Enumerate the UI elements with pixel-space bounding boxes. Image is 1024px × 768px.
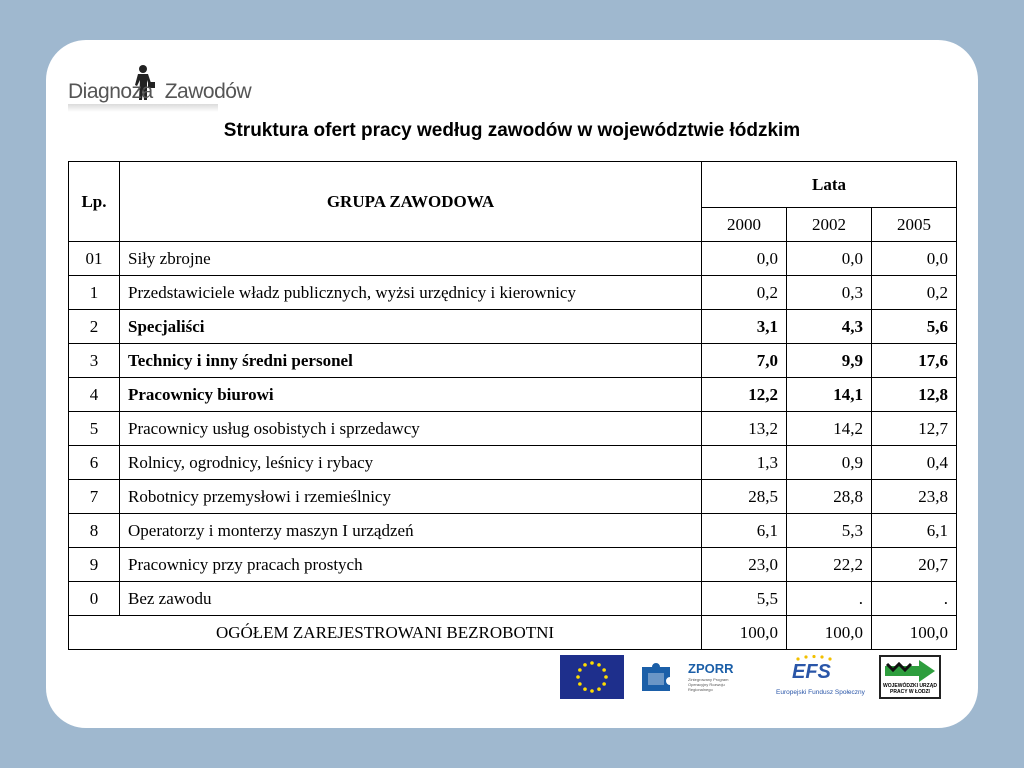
row-occupation-name: Operatorzy i monterzy maszyn I urządzeń [120, 514, 702, 548]
total-2002: 100,0 [787, 616, 872, 650]
row-value-2000: 3,1 [702, 310, 787, 344]
row-occupation-name: Rolnicy, ogrodnicy, leśnicy i rybacy [120, 446, 702, 480]
eu-star [604, 675, 608, 679]
diagnoza-zawodow-logo [68, 62, 252, 114]
eu-star [590, 689, 594, 693]
row-lp: 1 [69, 276, 120, 310]
row-value-2002: 0,9 [787, 446, 872, 480]
row-value-2002: 9,9 [787, 344, 872, 378]
header-group: GRUPA ZAWODOWA [120, 162, 702, 242]
efs-subtitle: Europejski Fundusz Społeczny [776, 689, 865, 696]
row-value-2000: 1,3 [702, 446, 787, 480]
logo-text [68, 80, 251, 104]
table-row [69, 242, 957, 276]
row-occupation-name: Bez zawodu [120, 582, 702, 616]
table-row [69, 412, 957, 446]
row-value-2000: 6,1 [702, 514, 787, 548]
zporr-name: ZPORR [688, 661, 734, 676]
row-value-2005: . [872, 582, 957, 616]
header-lp: Lp. [69, 162, 120, 242]
table-row [69, 344, 957, 378]
row-lp: 0 [69, 582, 120, 616]
zporr-subtitle: Zintegrowany Program Operacyjny Rozwoju Regionalnego [688, 677, 729, 692]
row-value-2005: 12,7 [872, 412, 957, 446]
total-2000: 100,0 [702, 616, 787, 650]
row-value-2002: 22,2 [787, 548, 872, 582]
row-lp: 2 [69, 310, 120, 344]
eu-star [578, 668, 582, 672]
row-value-2005: 0,4 [872, 446, 957, 480]
row-value-2000: 5,5 [702, 582, 787, 616]
row-value-2005: 5,6 [872, 310, 957, 344]
table-row [69, 446, 957, 480]
row-value-2000: 12,2 [702, 378, 787, 412]
eu-star [576, 675, 580, 679]
row-occupation-name: Siły zbrojne [120, 242, 702, 276]
row-value-2000: 28,5 [702, 480, 787, 514]
occupation-table [68, 161, 957, 650]
efs-logo [770, 655, 865, 701]
table-row [69, 378, 957, 412]
puzzle-icon [640, 659, 676, 693]
row-lp: 5 [69, 412, 120, 446]
wup-text: WOJEWÓDZKI URZĄD PRACY W ŁODZI [883, 683, 937, 695]
row-value-2005: 0,2 [872, 276, 957, 310]
row-occupation-name: Pracownicy usług osobistych i sprzedawcy [120, 412, 702, 446]
row-value-2000: 0,0 [702, 242, 787, 276]
table-row [69, 548, 957, 582]
logo-text-left: Diagnoza [68, 80, 153, 103]
row-lp: 3 [69, 344, 120, 378]
row-value-2000: 23,0 [702, 548, 787, 582]
row-value-2002: 0,3 [787, 276, 872, 310]
row-value-2002: 14,2 [787, 412, 872, 446]
eu-star [597, 687, 601, 691]
eu-star [583, 687, 587, 691]
row-lp: 01 [69, 242, 120, 276]
row-value-2000: 7,0 [702, 344, 787, 378]
year-2000: 2000 [702, 208, 787, 242]
row-value-2002: 14,1 [787, 378, 872, 412]
table-row [69, 276, 957, 310]
table-header-row [69, 162, 957, 208]
total-row [69, 616, 957, 650]
row-lp: 7 [69, 480, 120, 514]
eu-flag-logo [560, 655, 624, 699]
row-value-2002: . [787, 582, 872, 616]
row-value-2005: 12,8 [872, 378, 957, 412]
table-row [69, 582, 957, 616]
row-lp: 8 [69, 514, 120, 548]
row-occupation-name: Technicy i inny średni personel [120, 344, 702, 378]
row-value-2005: 23,8 [872, 480, 957, 514]
row-occupation-name: Specjaliści [120, 310, 702, 344]
table-row [69, 310, 957, 344]
green-arrow-icon [881, 658, 939, 684]
row-value-2000: 13,2 [702, 412, 787, 446]
row-lp: 9 [69, 548, 120, 582]
row-lp: 4 [69, 378, 120, 412]
eu-star [590, 661, 594, 665]
table-row [69, 514, 957, 548]
row-occupation-name: Pracownicy przy pracach prostych [120, 548, 702, 582]
row-occupation-name: Przedstawiciele władz publicznych, wyżsi urzędnicy i kierownicy [120, 276, 702, 310]
row-occupation-name: Robotnicy przemysłowi i rzemieślnicy [120, 480, 702, 514]
eu-star [583, 663, 587, 667]
efs-name: EFS [792, 661, 831, 683]
eu-star [602, 668, 606, 672]
logo-shadow [68, 104, 218, 112]
table-row [69, 480, 957, 514]
logo-text-right: Zawodów [164, 80, 252, 103]
row-value-2005: 0,0 [872, 242, 957, 276]
year-2002: 2002 [787, 208, 872, 242]
row-value-2000: 0,2 [702, 276, 787, 310]
year-2005: 2005 [872, 208, 957, 242]
page-title: Struktura ofert pracy według zawodów w województwie łódzkim [223, 120, 801, 141]
row-value-2005: 17,6 [872, 344, 957, 378]
zporr-logo [640, 655, 740, 701]
row-value-2002: 5,3 [787, 514, 872, 548]
row-lp: 6 [69, 446, 120, 480]
total-label: OGÓŁEM ZAREJESTROWANI BEZROBOTNI [69, 616, 702, 650]
row-value-2005: 6,1 [872, 514, 957, 548]
wup-lodz-logo [879, 655, 941, 699]
eu-star [578, 682, 582, 686]
row-occupation-name: Pracownicy biurowi [120, 378, 702, 412]
row-value-2002: 0,0 [787, 242, 872, 276]
row-value-2002: 28,8 [787, 480, 872, 514]
row-value-2002: 4,3 [787, 310, 872, 344]
eu-star [597, 663, 601, 667]
row-value-2005: 20,7 [872, 548, 957, 582]
eu-star [602, 682, 606, 686]
total-2005: 100,0 [872, 616, 957, 650]
header-years: Lata [702, 162, 957, 208]
